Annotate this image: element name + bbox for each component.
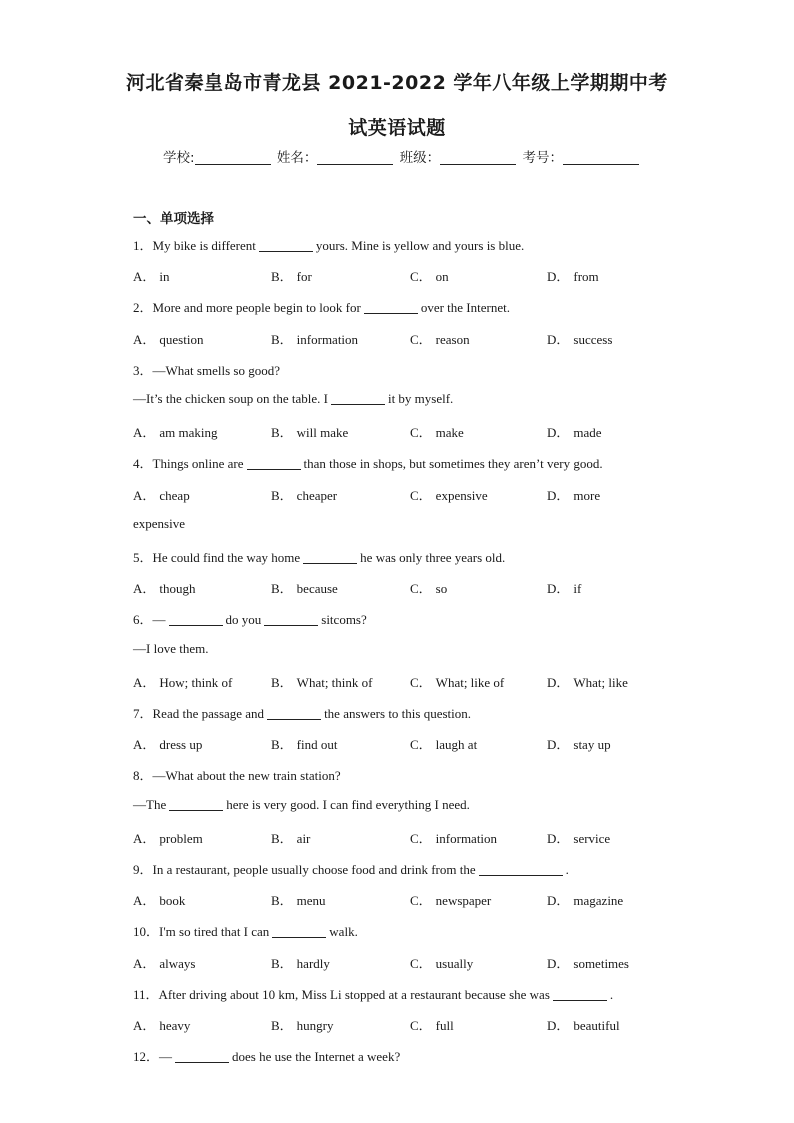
- option-b: B． cheaper: [271, 488, 338, 503]
- answer-blank: [264, 613, 318, 626]
- options-5: [133, 578, 693, 594]
- option-c: C． information: [410, 831, 498, 846]
- option-b: B． hungry: [271, 1018, 334, 1033]
- option-b: B． What; think of: [271, 675, 373, 690]
- question-6: 6．— do you sitcoms?: [133, 612, 367, 627]
- option-c: C． usually: [410, 956, 474, 971]
- question-7: 7．Read the passage and the answers to this question.: [133, 706, 472, 721]
- option-d: D． magazine: [547, 893, 624, 908]
- option-b: B． find out: [271, 737, 338, 752]
- option-c: C． What; like of: [410, 675, 505, 690]
- option-d: D． if: [547, 581, 582, 596]
- option-c: C． so: [410, 581, 448, 596]
- option-c: C． laugh at: [410, 737, 478, 752]
- option-b: B． for: [271, 269, 312, 284]
- question-9: 9．In a restaurant, people usually choose food and drink from the .: [133, 862, 569, 877]
- options-7: [133, 734, 693, 750]
- exam-title-line1: 河北省秦皇岛市青龙县 2021-2022 学年八年级上学期期中考: [126, 72, 668, 94]
- option-c: C． full: [410, 1018, 454, 1033]
- answer-blank: [272, 925, 326, 938]
- exam-number-label: 考号：: [522, 150, 563, 166]
- option-a: A． problem: [133, 831, 203, 846]
- option-c: C． make: [410, 425, 464, 440]
- question-8: 8．—What about the new train station?: [133, 768, 341, 783]
- option-d: D． success: [547, 332, 613, 347]
- option-c: C． reason: [410, 332, 470, 347]
- answer-blank: [175, 1050, 229, 1063]
- option-d: D． made: [547, 425, 602, 440]
- question-4: 4．Things online are than those in shops, but sometimes they aren’t very good.: [133, 456, 603, 471]
- answer-blank: [259, 239, 313, 252]
- answer-blank: [331, 392, 385, 405]
- options-9: [133, 890, 693, 906]
- option-a: A． question: [133, 332, 204, 347]
- answer-blank: [553, 988, 607, 1001]
- question-10: 10．I'm so tired that I can walk.: [133, 924, 358, 939]
- question-11: 11．After driving about 10 km, Miss Li stopped at a restaurant because she was .: [133, 987, 614, 1002]
- option-a: A． book: [133, 893, 186, 908]
- options-8: [133, 828, 693, 844]
- answer-blank: [247, 457, 301, 470]
- option-d: D． beautiful: [547, 1018, 620, 1033]
- class-blank: [440, 150, 516, 165]
- answer-blank: [303, 551, 357, 564]
- option-d: D． more: [547, 488, 601, 503]
- option-a: A． am making: [133, 425, 218, 440]
- class-label: 班级：: [399, 150, 441, 166]
- option-a: A． though: [133, 581, 196, 596]
- question-6-line2: —I love them.: [133, 641, 209, 656]
- question-1: 1．My bike is different yours. Mine is yellow and yours is blue.: [133, 238, 525, 253]
- options-10: [133, 953, 693, 969]
- options-3: [133, 422, 693, 438]
- option-d: D． What; like: [547, 675, 628, 690]
- option-b: B． information: [271, 332, 359, 347]
- student-info-row: [163, 146, 641, 166]
- school-label: 学校:: [163, 150, 195, 166]
- option-d: D． stay up: [547, 737, 611, 752]
- name-blank: [317, 150, 393, 165]
- option-a: A． in: [133, 269, 170, 284]
- option-a: A． heavy: [133, 1018, 191, 1033]
- school-blank: [195, 150, 271, 165]
- option-d-wrap: expensive: [133, 516, 185, 531]
- option-b: B． menu: [271, 893, 326, 908]
- option-a: A． How; think of: [133, 675, 233, 690]
- options-1: [133, 266, 693, 282]
- answer-blank: [364, 301, 418, 314]
- option-a: A． cheap: [133, 488, 190, 503]
- option-a: A． always: [133, 956, 196, 971]
- option-d: D． from: [547, 269, 599, 284]
- options-11: [133, 1015, 693, 1031]
- option-c: C． newspaper: [410, 893, 492, 908]
- answer-blank: [479, 863, 563, 876]
- answer-blank: [169, 798, 223, 811]
- question-12: 12．— does he use the Internet a week?: [133, 1049, 401, 1064]
- option-b: B． hardly: [271, 956, 330, 971]
- question-8-line2: —The here is very good. I can find everything I need.: [133, 797, 470, 812]
- option-b: B． because: [271, 581, 338, 596]
- option-a: A． dress up: [133, 737, 203, 752]
- answer-blank: [267, 707, 321, 720]
- option-d: D． sometimes: [547, 956, 629, 971]
- option-c: C． on: [410, 269, 449, 284]
- options-6: [133, 672, 693, 688]
- answer-blank: [169, 613, 223, 626]
- question-3-line2: —It’s the chicken soup on the table. I it by myself.: [133, 391, 454, 406]
- exam-number-blank: [563, 150, 639, 165]
- option-b: B． air: [271, 831, 311, 846]
- options-2: [133, 329, 693, 345]
- option-d: D． service: [547, 831, 611, 846]
- options-4: [133, 485, 693, 501]
- option-b: B． will make: [271, 425, 349, 440]
- question-2: 2．More and more people begin to look for over the Internet.: [133, 300, 510, 315]
- option-c: C． expensive: [410, 488, 488, 503]
- question-5: 5．He could find the way home he was only three years old.: [133, 550, 506, 565]
- name-label: 姓名：: [276, 150, 318, 166]
- exam-title-line2: 试英语试题: [348, 117, 446, 139]
- question-3: 3．—What smells so good?: [133, 363, 280, 378]
- section-title: 一、单项选择: [133, 211, 214, 227]
